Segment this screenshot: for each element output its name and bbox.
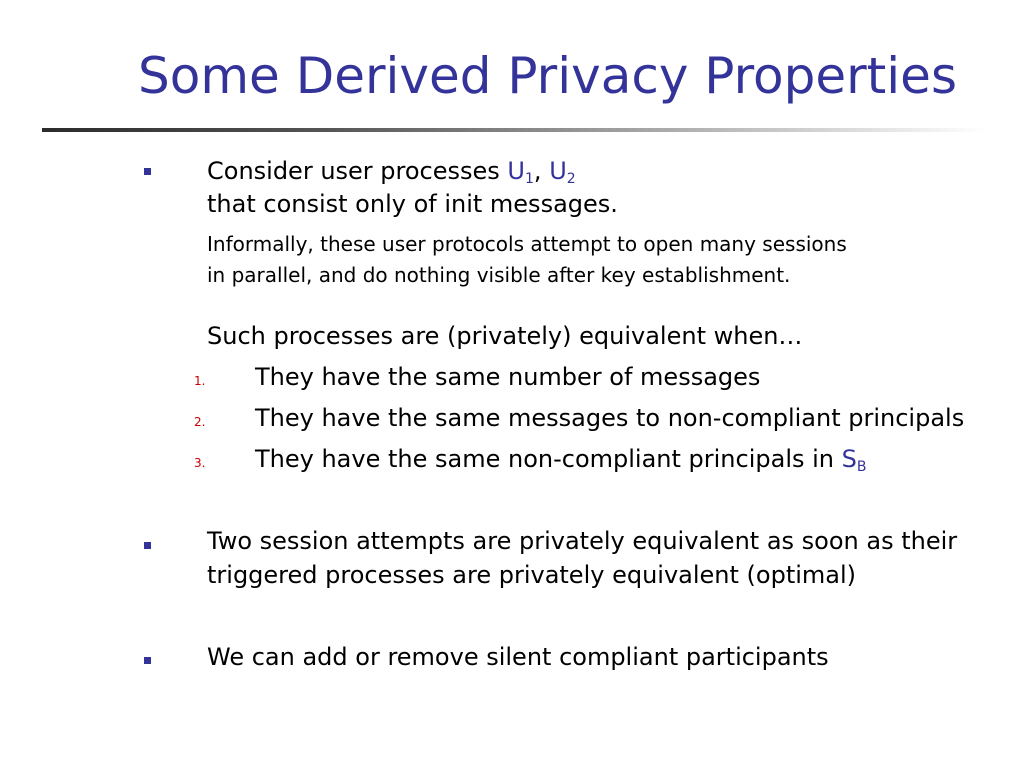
principal-set-subscript: B [856, 459, 867, 475]
process-u1 [507, 157, 534, 185]
list-number-3: 3. [194, 456, 206, 470]
bullet-3-line-1: We can add or remove silent compliant participants [207, 643, 829, 671]
bullet-2-line-1: Two session attempts are privately equivalent as soon as their [207, 527, 958, 555]
bullet-marker [144, 657, 151, 664]
bullet-marker [144, 168, 151, 175]
list-item-2: They have the same messages to non-compliant principals [255, 404, 965, 432]
bullet-1-lead: Such processes are (privately) equivalent when… [207, 322, 803, 350]
bullet-1-note-line-1: Informally, these user protocols attempt to open many sessions [207, 232, 847, 256]
title-divider [42, 128, 986, 132]
list-number-2: 2. [194, 415, 206, 429]
process-u2-letter: U [549, 157, 567, 185]
bullet-1-text: Consider user processes [207, 157, 508, 185]
principal-set-sb [842, 445, 867, 473]
list-number-1: 1. [194, 374, 206, 388]
bullet-1-line-1 [207, 154, 576, 188]
bullet-1-note-line-2: in parallel, and do nothing visible after key establishment. [207, 263, 791, 287]
process-u2-subscript: 2 [566, 171, 576, 187]
separator-comma: , [533, 157, 550, 185]
process-u1-subscript: 1 [525, 171, 534, 187]
list-item-3 [255, 442, 866, 476]
process-u2 [549, 157, 576, 185]
bullet-1-line-2: that consist only of init messages. [207, 190, 618, 218]
list-item-3-text: They have the same non-compliant principals in [255, 445, 842, 473]
process-u1-letter: U [507, 157, 525, 185]
bullet-2-line-2: triggered processes are privately equivalent (optimal) [207, 561, 857, 589]
list-item-1: They have the same number of messages [255, 363, 761, 391]
bullet-marker [144, 542, 151, 549]
principal-set-letter: S [841, 445, 857, 473]
slide-title: Some Derived Privacy Properties [138, 47, 957, 105]
